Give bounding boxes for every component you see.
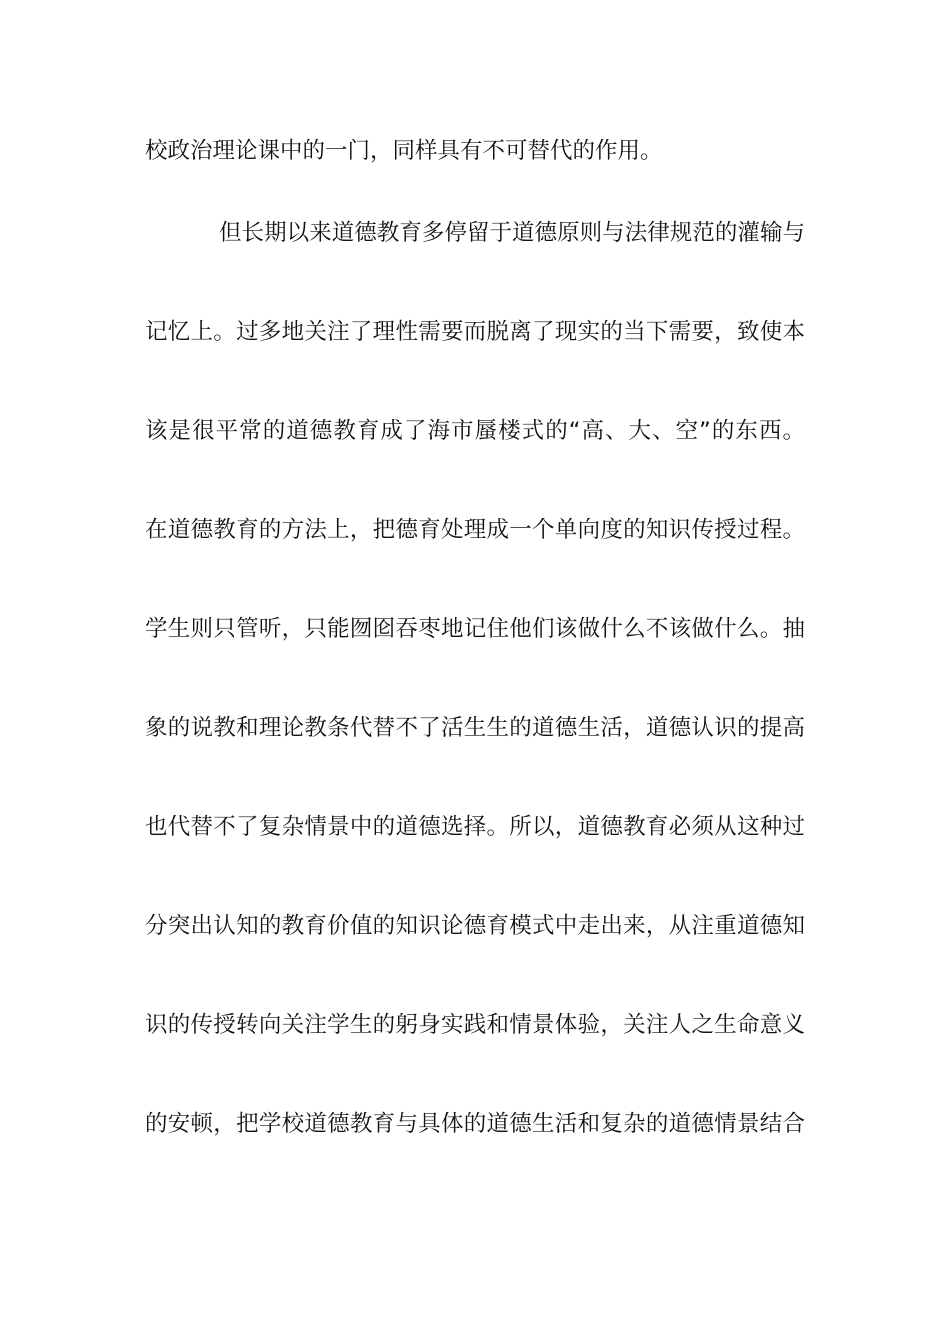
paragraph-line: 分突出认知的教育价值的知识论德育模式中走出来，从注重道德知 [145, 913, 805, 939]
paragraph-line: 识的传授转向关注学生的躬身实践和情景体验，关注人之生命意义 [145, 1012, 805, 1038]
paragraph-line: 校政治理论课中的一门，同样具有不可替代的作用。 [145, 138, 663, 164]
paragraph-line: 也代替不了复杂情景中的道德选择。所以，道德教育必须从这种过 [145, 814, 805, 840]
paragraph-line: 的安顿，把学校道德教育与具体的道德生活和复杂的道德情景结合 [145, 1111, 805, 1137]
paragraph-line: 在道德教育的方法上，把德育处理成一个单向度的知识传授过程。 [145, 517, 805, 543]
paragraph-line: 象的说教和理论教条代替不了活生生的道德生活，道德认识的提高 [145, 715, 805, 741]
paragraph-line: 记忆上。过多地关注了理性需要而脱离了现实的当下需要，致使本 [145, 319, 805, 345]
paragraph-line: 该是很平常的道德教育成了海市蜃楼式的“高、大、空”的东西。 [145, 418, 805, 444]
paragraph-line: 学生则只管听，只能囫囵吞枣地记住他们该做什么不该做什么。抽 [145, 616, 805, 642]
paragraph-line: 但长期以来道德教育多停留于道德原则与法律规范的灌输与 [219, 220, 805, 246]
